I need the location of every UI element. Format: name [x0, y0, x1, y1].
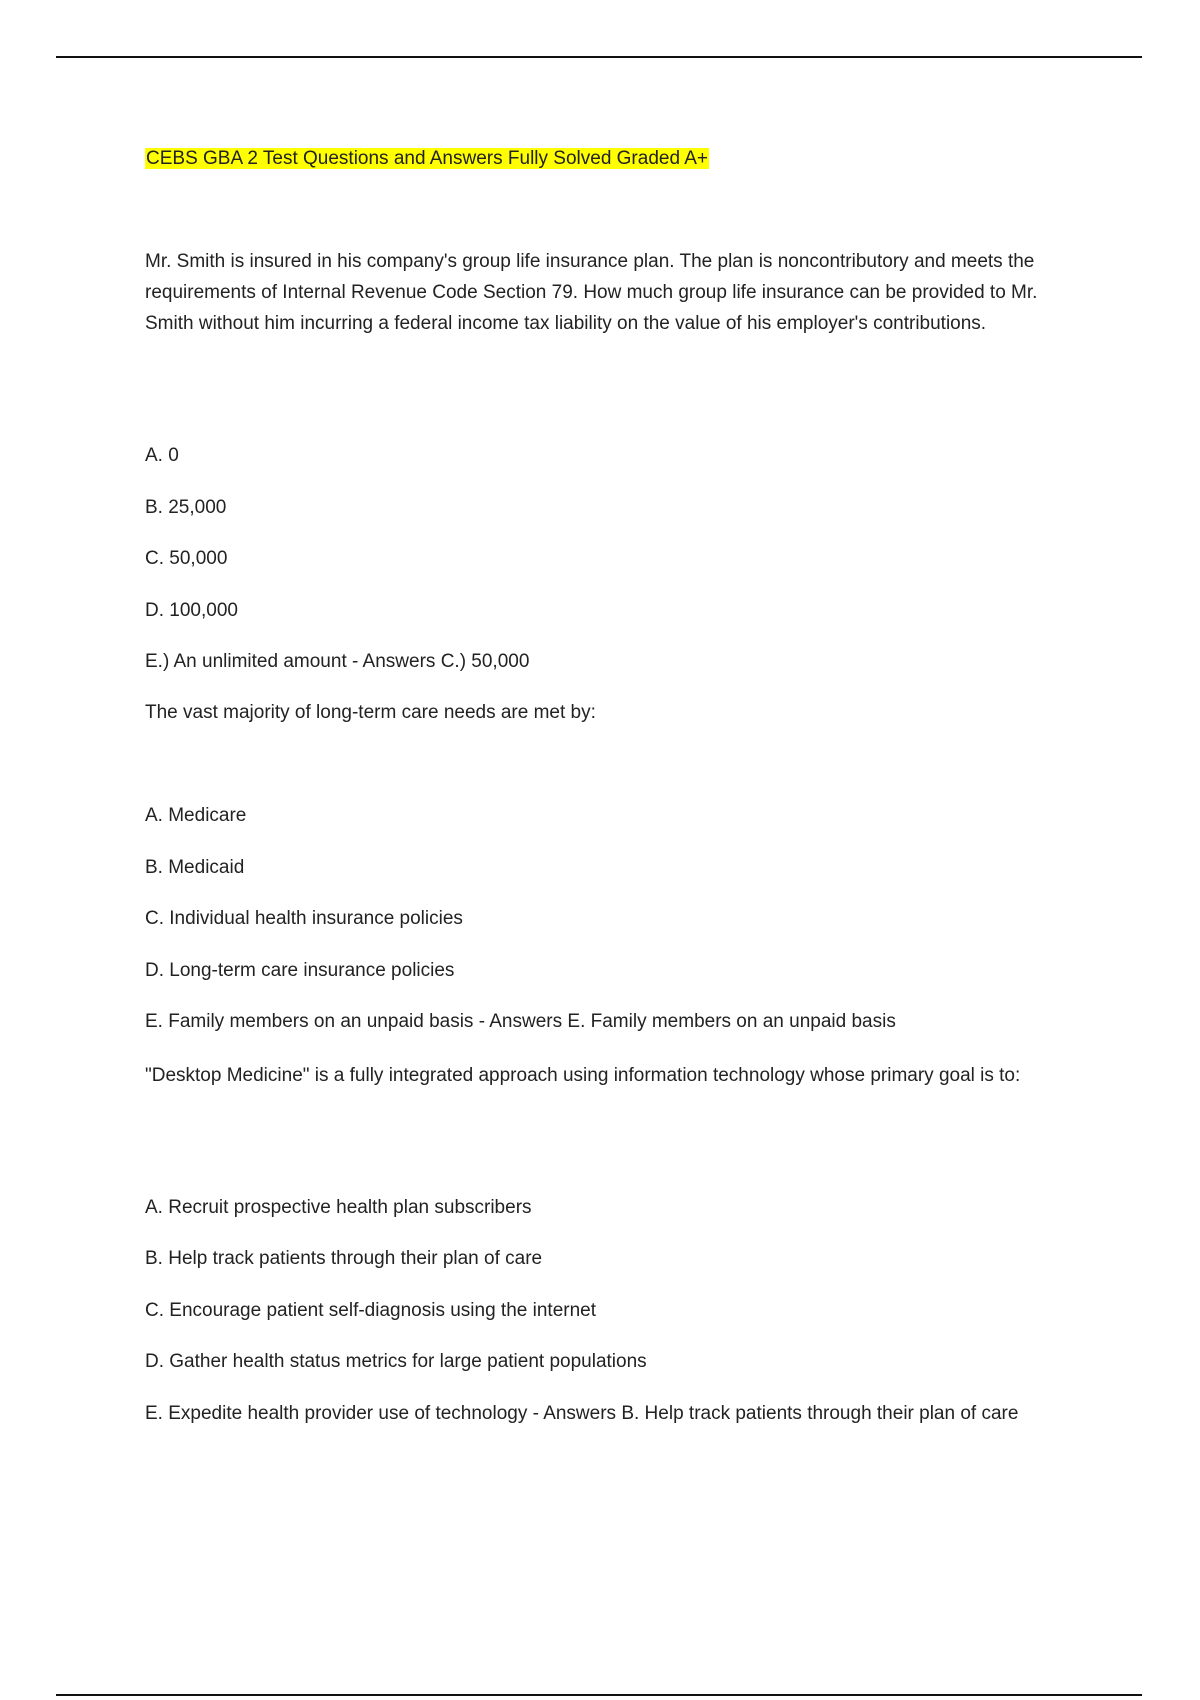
question-1-option-a: A. 0 — [145, 445, 179, 466]
document-title — [145, 144, 709, 174]
question-2-option-b: B. Medicaid — [145, 857, 245, 878]
question-2-option-e: E. Family members on an unpaid basis - Answers E. Family members on an unpaid basis — [145, 1011, 896, 1032]
question-3-option-d: D. Gather health status metrics for large patient populations — [145, 1351, 647, 1372]
question-3-option-b: B. Help track patients through their plan of care — [145, 1248, 543, 1269]
question-1-option-b: B. 25,000 — [145, 497, 227, 518]
question-1-text: Mr. Smith is insured in his company's group life insurance plan. The plan is noncontributory and meets the requirements of Internal Revenue Code Section 79. How much group life insurance can be provided to Mr. Smith without him incurring a federal income tax liability on the value of his employer's contributions. — [145, 251, 1038, 334]
question-2-text: The vast majority of long-term care needs are met by: — [145, 702, 596, 723]
question-3-option-c: C. Encourage patient self-diagnosis using the internet — [145, 1300, 596, 1321]
question-2-option-c: C. Individual health insurance policies — [145, 908, 463, 929]
question-2-option-a: A. Medicare — [145, 805, 247, 826]
question-1-option-c: C. 50,000 — [145, 548, 228, 569]
question-1-option-d: D. 100,000 — [145, 600, 238, 621]
header-rule — [56, 56, 1142, 58]
question-3-option-a: A. Recruit prospective health plan subscribers — [145, 1197, 532, 1218]
footer-rule — [56, 1694, 1142, 1696]
question-3-option-e: E. Expedite health provider use of technology - Answers B. Help track patients through their plan of care — [145, 1403, 1019, 1424]
question-2-option-d: D. Long-term care insurance policies — [145, 960, 455, 981]
question-3-text: "Desktop Medicine" is a fully integrated approach using information technology whose primary goal is to: — [145, 1065, 1021, 1086]
title-highlight: CEBS GBA 2 Test Questions and Answers Fully Solved Graded A+ — [146, 148, 709, 169]
question-1-option-e: E.) An unlimited amount - Answers C.) 50,000 — [145, 651, 530, 672]
